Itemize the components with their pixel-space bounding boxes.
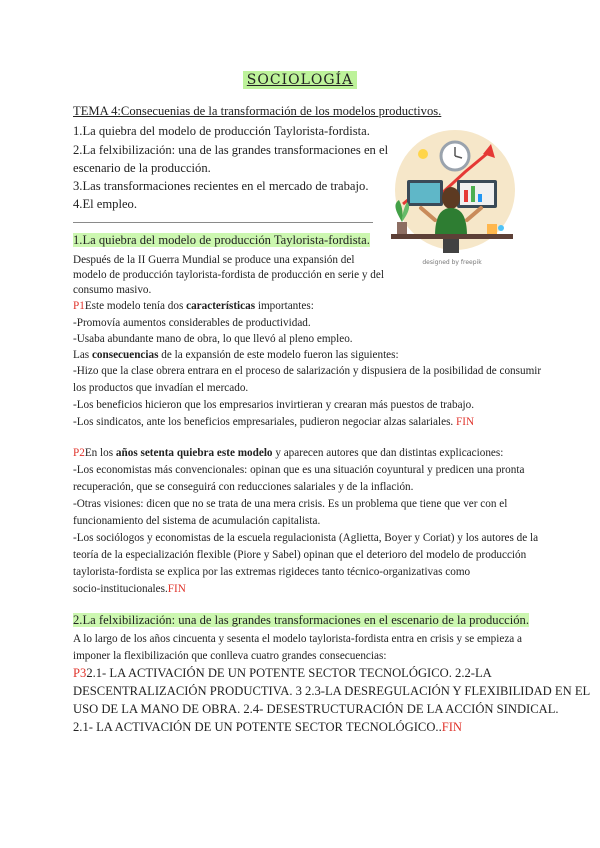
text-line: -Los beneficios hicieron que los empresarios invirtieran y crearan más puestos de trabajo. xyxy=(73,399,475,411)
text-line: taylorista-fordista se explica por las extremas rigideces tanto técnico-organizativas como xyxy=(73,566,471,578)
section1-heading: 1.La quiebra del modelo de producción Taylorista-fordista. xyxy=(73,233,370,247)
fin-marker: FIN xyxy=(441,720,463,734)
p2-paragraph: P2En los años setenta quiebra este modelo y aparecen autores que dan distintas explicaciones: xyxy=(73,447,504,459)
text-line: -Los sindicatos, ante los beneficios empresariales, pudieron negociar alzas salariales. FIN xyxy=(73,416,475,428)
toc-item: 1.La quiebra del modelo de producción Taylorista-fordista. xyxy=(73,124,370,138)
caps-line: USO DE LA MANO DE OBRA. 2.4- DESESTRUCTURACIÓN DE LA ACCIÓN SINDICAL. xyxy=(73,702,559,716)
text-line: -Hizo que la clase obrera entrara en el proceso de salarización y dispusiera de la posibilidad de consumir xyxy=(73,365,542,377)
text-line: -Los sociólogos y economistas de la escuela regulacionista (Aglietta, Boyer y Coriat) y los autores de la xyxy=(73,532,539,544)
fin-marker: FIN xyxy=(456,416,475,428)
section2-heading: 2.La felxibilización: una de las grandes transformaciones en el escenario de la producción. xyxy=(73,613,529,627)
text-line: -Usaba abundante mano de obra, lo que llevó al pleno empleo. xyxy=(73,333,353,345)
text-line: imponer la flexibilización que conlleva cuatro grandes consecuencias: xyxy=(73,650,387,662)
text-line: A lo largo de los años cincuenta y sesenta el modelo taylorista-fordista entra en crisis y se empieza a xyxy=(73,633,523,645)
illustration-caption: designed by freepik xyxy=(422,259,482,266)
divider xyxy=(73,222,373,223)
text-line: Después de la II Guerra Mundial se produce una expansión del xyxy=(73,254,355,266)
text-line: -Otras visiones: dicen que no se trata de una mera crisis. Es un problema que tiene que ver con el xyxy=(73,498,508,510)
caps-line: DESCENTRALIZACIÓN PRODUCTIVA. 3 2.3-LA DESREGULACIÓN Y FLEXIBILIDAD EN EL xyxy=(73,684,591,698)
text-line: los productos que invadían el mercado. xyxy=(73,382,249,394)
text-line: teoría de la especialización flexible (Piore y Sabel) opinan que el deterioro del modelo de producción xyxy=(73,549,527,561)
toc-item: 4.El empleo. xyxy=(73,197,138,211)
toc-item: 3.Las transformaciones recientes en el mercado de trabajo. xyxy=(73,179,369,193)
fin-marker: FIN xyxy=(167,583,186,595)
caps-line: 2.1- LA ACTIVACIÓN DE UN POTENTE SECTOR TECNOLÓGICO..FIN xyxy=(73,720,463,734)
text-line: recuperación, que se conseguirá con reducciones salariales y de la inflación. xyxy=(73,481,414,493)
p1-paragraph: P1Este modelo tenía dos características importantes: xyxy=(73,300,314,312)
page-title: SOCIOLOGÍA xyxy=(0,72,600,88)
text-line: modelo de producción taylorista-fordista de producción en serie y del xyxy=(73,269,384,281)
caps-line: P32.1- LA ACTIVACIÓN DE UN POTENTE SECTOR TECNOLÓGICO. 2.2-LA xyxy=(73,666,492,680)
text-line: socio-institucionales.FIN xyxy=(73,583,186,595)
text-line: consumo masivo. xyxy=(73,284,152,296)
tema-heading: TEMA 4:Consecuenias de la transformación de los modelos productivos. xyxy=(73,104,442,118)
toc-item: escenario de la producción. xyxy=(73,161,211,175)
text-line: -Los economistas más convencionales: opinan que es una situación coyuntural y predicen una pronta xyxy=(73,464,525,476)
text-line: funcionamiento del sistema de acumulación capitalista. xyxy=(73,515,321,527)
text-line: -Promovía aumentos considerables de productividad. xyxy=(73,317,311,329)
toc-item: 2.La felxibilización: una de las grandes transformaciones en el xyxy=(73,143,389,157)
consequences-line: Las consecuencias de la expansión de este modelo fueron las siguientes: xyxy=(73,349,399,361)
worker-at-computer-illustration xyxy=(383,124,521,270)
